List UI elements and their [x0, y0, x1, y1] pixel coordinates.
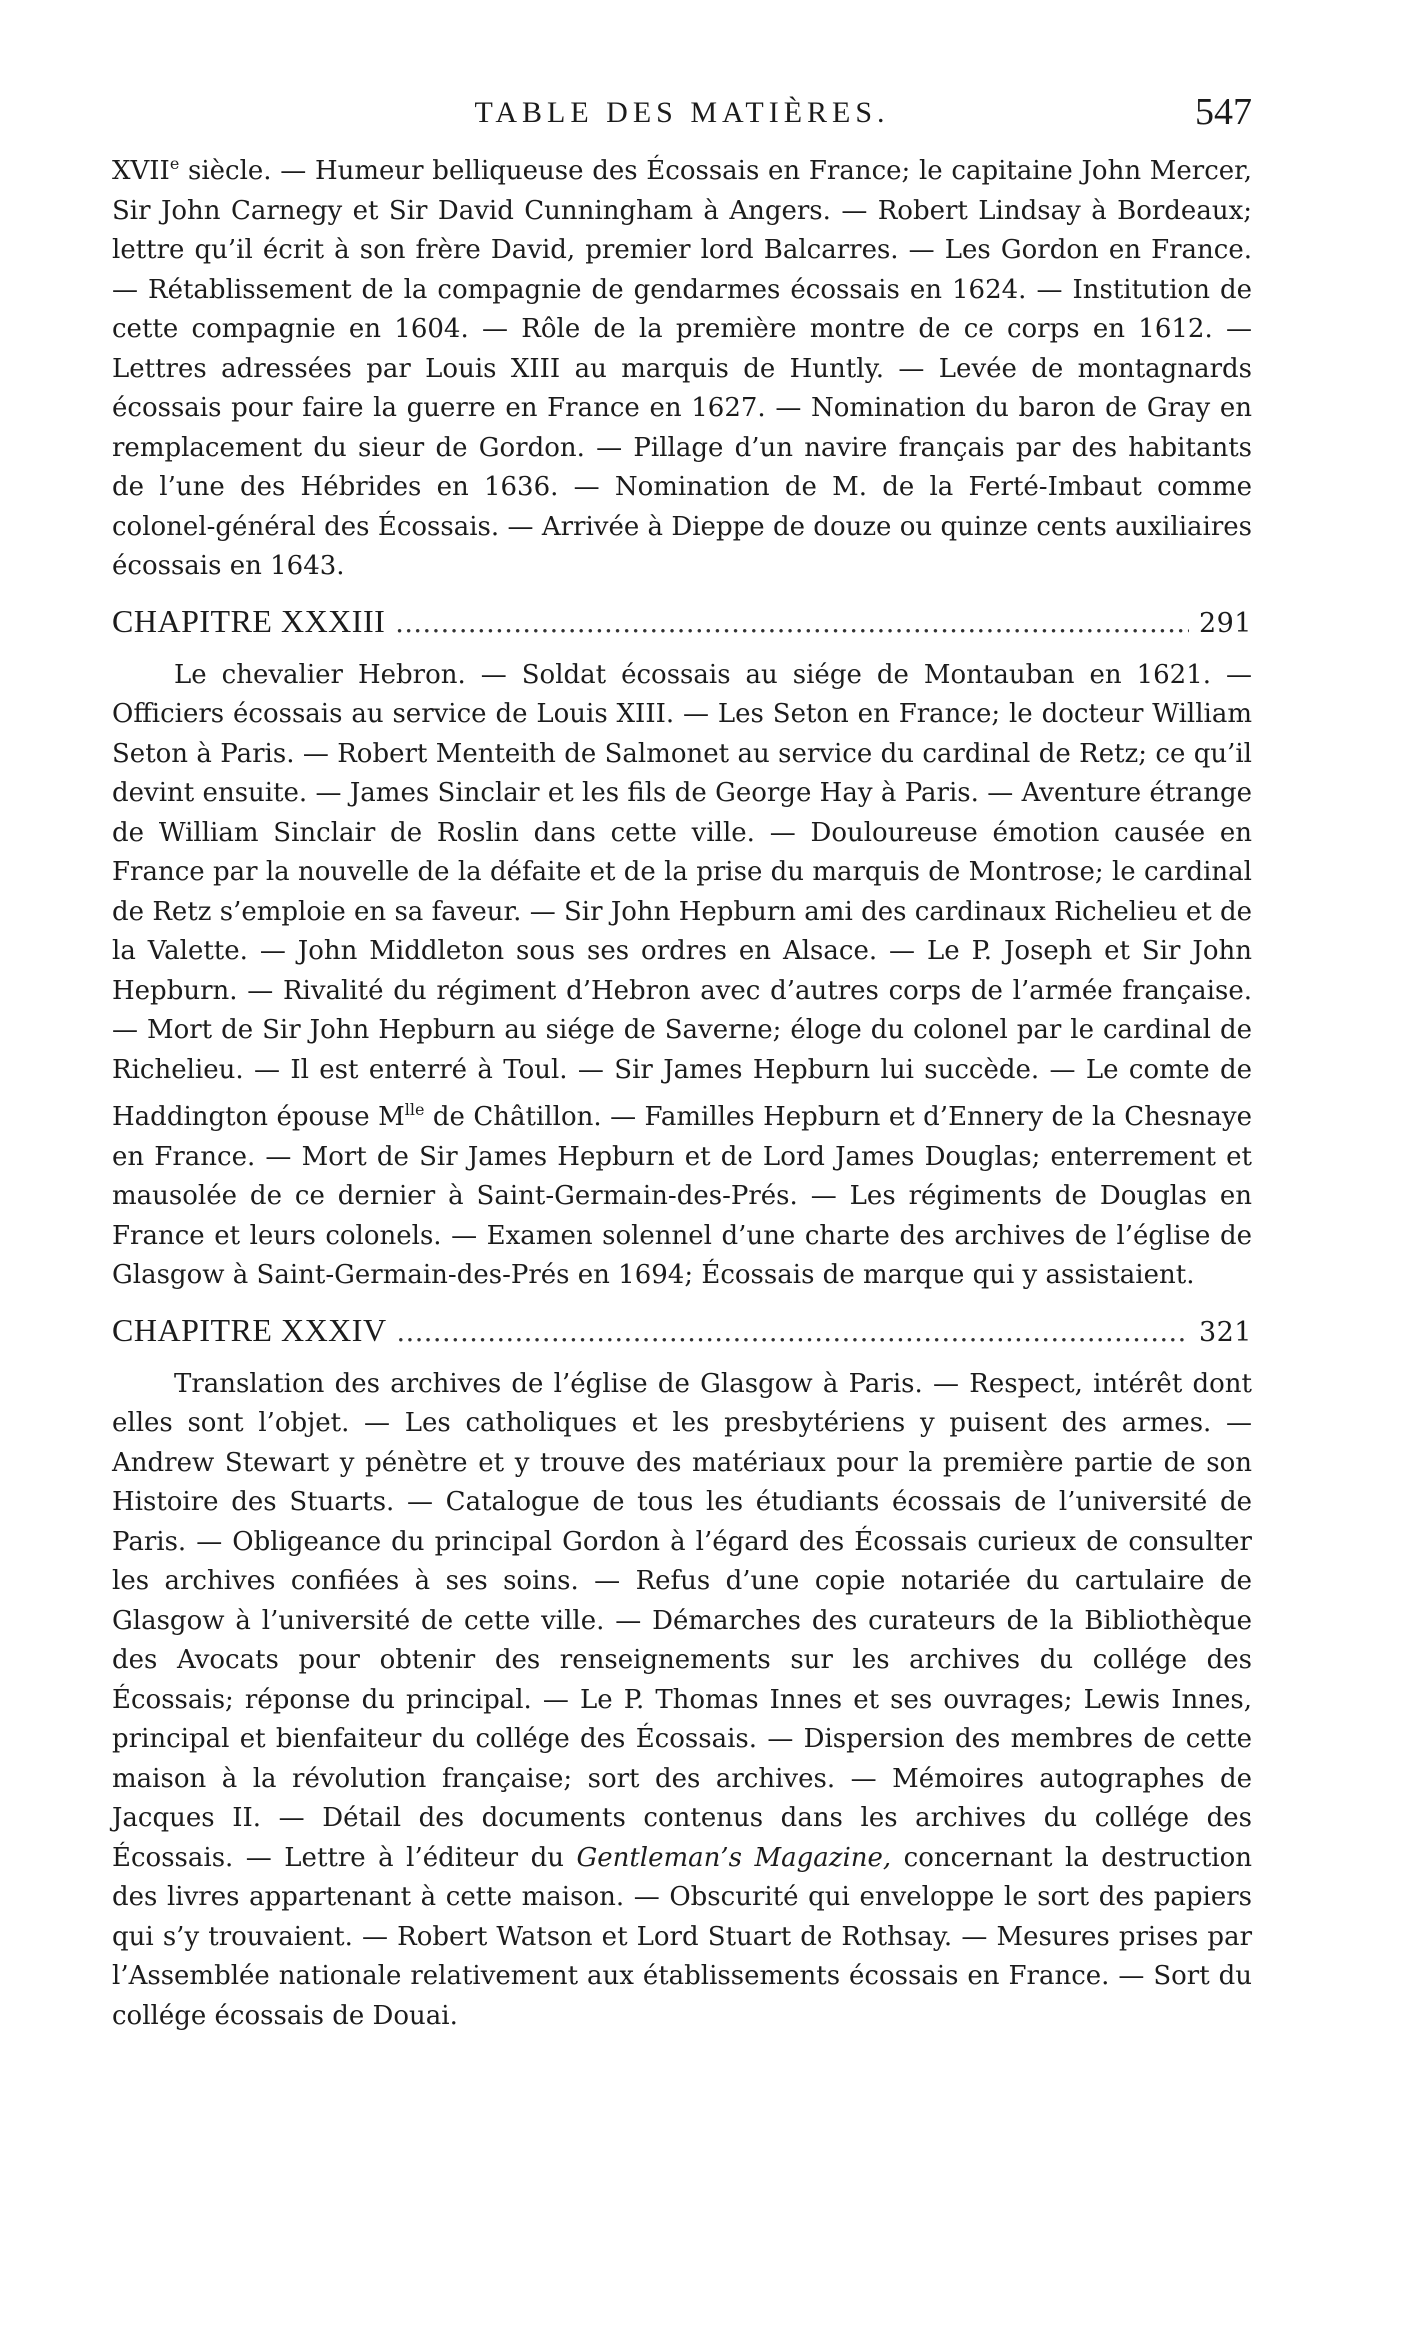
chapter-heading-xxxiv — [112, 1310, 1252, 1353]
intro-paragraph — [112, 144, 1252, 587]
chapter-summary-xxxiv — [112, 1365, 1252, 2037]
abbrev-superscript: lle — [404, 1100, 425, 1119]
chapter-title: CHAPITRE XXXIII — [112, 602, 386, 639]
italic-periodical-title: Gentleman’s Magazine, — [576, 1842, 892, 1873]
running-title: TABLE DES MATIÈRES. — [474, 96, 890, 129]
chapter-title: CHAPITRE XXXIV — [112, 1311, 387, 1348]
page-number: 547 — [1195, 91, 1252, 133]
summary-text: Le chevalier Hebron. — Soldat écossais au siége de Montauban en 1621. — Officiers écossais au service de Louis XIII. — Les Seton en France; le docteur William Seton à Paris. — Robert Menteith de Salmonet au service du cardinal de Retz; ce qu’il devint ensuite. — James Sinclair et les fils de George Hay à Paris. — Aventure étrange de William Sinclair de Roslin dans cette ville. — Douloureuse émotion causée en France par la nouvelle de la défaite et de la prise du marquis de Montrose; le cardinal de Retz s’emploie en sa faveur. — Sir John Hepburn ami des cardinaux Richelieu et de la Valette. — John Middleton sous ses ordres en Alsace. — Le P. Joseph et Sir John Hepburn. — Rivalité du régiment d’Hebron avec d’autres corps de l’armée française. — Mort de Sir John Hepburn au siége de Saverne; éloge du colonel par le cardinal de Richelieu. — Il est enterré à Toul. — Sir James Hepburn lui succède. — Le comte de Haddington épouse M — [112, 659, 1252, 1132]
chapter-summary-xxxiii — [112, 656, 1252, 1296]
chapter-page-number: 291 — [1198, 607, 1252, 639]
summary-text: Translation des archives de l’église de Glasgow à Paris. — Respect, intérêt dont elles sont l’objet. — Les catholiques et les presbytériens y puisent des armes. — Andrew Stewart y pénètre et y trouve des matériaux pour la première partie de son Histoire des Stuarts. — Catalogue de tous les étudiants écossais de l’université de Paris. — Obligeance du principal Gordon à l’égard des Écossais curieux de consulter les archives confiées à ses soins. — Refus d’une copie notariée du cartulaire de Glasgow à l’université de cette ville. — Démarches des curateurs de la Bibliothèque des Avocats pour obtenir des renseignements sur les archives du collége des Écossais; réponse du principal. — Le P. Thomas Innes et ses ouvrages; Lewis Innes, principal et bienfaiteur du collége des Écossais. — Dispersion des membres de cette maison à la révolution française; sort des archives. — Mémoires autographes de Jacques II. — Détail des documents contenus dans les archives du collége des Écossais. — Lettre à l’éditeur du — [112, 1368, 1252, 1873]
running-header — [112, 88, 1252, 144]
intro-text: siècle. — Humeur belliqueuse des Écossais en France; le capitaine John Mercer, Sir John Carnegy et Sir David Cunningham à Angers. — Robert Lindsay à Bordeaux; lettre qu’il écrit à son frère David, premier lord Balcarres. — Les Gordon en France. — Rétablissement de la compagnie de gendarmes écossais en 1624. — Institution de cette compagnie en 1604. — Rôle de la première montre de ce corps en 1612. — Lettres adressées par Louis XIII au marquis de Huntly. — Levée de montagnards écossais pour faire la guerre en France en 1627. — Nomination du baron de Gray en remplacement du sieur de Gordon. — Pillage d’un navire français par des habitants de l’une des Hébrides en 1636. — Nomination de M. de la Ferté-Imbaut comme colonel-général des Écossais. — Arrivée à Dieppe de douze ou quinze cents auxiliaires écossais en 1643. — [112, 156, 1252, 581]
summary-text-continued: concernant la destruction des livres appartenant à cette maison. — Obscurité qui enveloppe le sort des papiers qui s’y trouvaient. — Robert Watson et Lord Stuart de Rothsay. — Mesures prises par l’Assemblée nationale relativement aux établissements écossais en France. — Sort du collége écossais de Douai. — [112, 1842, 1252, 2031]
dot-leader — [395, 604, 1189, 644]
summary-text-continued: de Châtillon. — Familles Hepburn et d’Ennery de la Chesnaye en France. — Mort de Sir James Hepburn et de Lord James Douglas; enterrement et mausolée de ce dernier à Saint-Germain-des-Prés. — Les régiments de Douglas en France et leurs colonels. — Examen solennel d’une charte des archives de l’église de Glasgow à Saint-Germain-des-Prés en 1694; Écossais de marque qui y assistaient. — [112, 1102, 1252, 1290]
chapter-page-number: 321 — [1198, 1316, 1252, 1348]
century-ordinal: XVII — [112, 156, 170, 186]
dot-leader — [397, 1313, 1189, 1353]
chapter-heading-xxxiii — [112, 601, 1252, 644]
page — [112, 88, 1252, 2036]
century-superscript: e — [169, 154, 180, 173]
